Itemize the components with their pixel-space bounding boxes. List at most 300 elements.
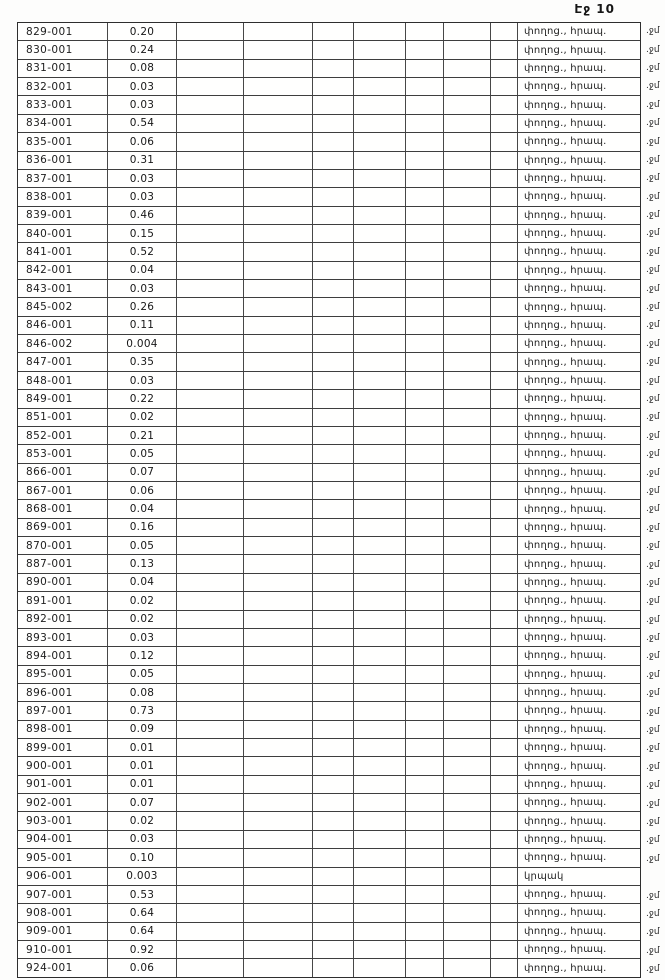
margin-fragment: .ջմ — [646, 412, 660, 423]
empty-cell-5 — [406, 152, 444, 169]
area-value-cell: 0.53 — [108, 886, 177, 903]
parcel-id-cell: 908-001 — [18, 904, 108, 921]
area-value-cell: 0.03 — [108, 188, 177, 205]
empty-cell-3 — [313, 280, 354, 297]
empty-cell-5 — [406, 353, 444, 370]
empty-cell-5 — [406, 262, 444, 279]
empty-cell-1 — [177, 941, 244, 958]
land-use-cell: փողոց., հրապ. — [524, 925, 607, 937]
empty-cell-5 — [406, 739, 444, 756]
empty-cell-4 — [354, 923, 406, 940]
empty-cell-3 — [313, 23, 354, 40]
area-value-cell: 0.01 — [108, 776, 177, 793]
land-use-cell: փողոց., հրապ. — [524, 760, 607, 772]
empty-cell-2 — [244, 170, 313, 187]
area-value-cell: 0.35 — [108, 353, 177, 370]
parcel-id-cell: 904-001 — [18, 831, 108, 848]
empty-cell-1 — [177, 225, 244, 242]
margin-fragment: .ջմ — [646, 228, 660, 239]
parcel-id-cell: 829-001 — [18, 23, 108, 40]
table-row — [18, 225, 640, 243]
margin-fragment: .ջմ — [646, 118, 660, 129]
empty-cell-7 — [491, 812, 518, 829]
empty-cell-6 — [444, 959, 491, 976]
empty-cell-6 — [444, 243, 491, 260]
area-value-cell: 0.003 — [108, 868, 177, 885]
empty-cell-5 — [406, 592, 444, 609]
table-row — [18, 317, 640, 335]
parcel-id-cell: 891-001 — [18, 592, 108, 609]
land-use-cell: փողոց., հրապ. — [524, 173, 607, 185]
empty-cell-6 — [444, 115, 491, 132]
empty-cell-1 — [177, 574, 244, 591]
land-use-cell: փողոց., հրապ. — [524, 246, 607, 258]
empty-cell-5 — [406, 464, 444, 481]
empty-cell-6 — [444, 317, 491, 334]
empty-cell-5 — [406, 776, 444, 793]
empty-cell-7 — [491, 684, 518, 701]
empty-cell-2 — [244, 831, 313, 848]
area-value-cell: 0.13 — [108, 555, 177, 572]
empty-cell-3 — [313, 482, 354, 499]
empty-cell-3 — [313, 537, 354, 554]
empty-cell-2 — [244, 647, 313, 664]
empty-cell-2 — [244, 666, 313, 683]
empty-cell-4 — [354, 23, 406, 40]
land-use-cell: փողոց., հրապ. — [524, 889, 607, 901]
empty-cell-5 — [406, 243, 444, 260]
empty-cell-7 — [491, 427, 518, 444]
empty-cell-6 — [444, 133, 491, 150]
margin-fragment: .ջմ — [646, 816, 660, 827]
parcel-id-cell: 867-001 — [18, 482, 108, 499]
parcel-id-cell: 846-001 — [18, 317, 108, 334]
empty-cell-2 — [244, 427, 313, 444]
empty-cell-2 — [244, 923, 313, 940]
table-row — [18, 886, 640, 904]
area-value-cell: 0.02 — [108, 592, 177, 609]
empty-cell-6 — [444, 225, 491, 242]
empty-cell-2 — [244, 335, 313, 352]
empty-cell-5 — [406, 133, 444, 150]
empty-cell-4 — [354, 721, 406, 738]
empty-cell-4 — [354, 188, 406, 205]
land-use-cell: փողոց., հրապ. — [524, 595, 607, 607]
margin-fragment: .ջմ — [646, 577, 660, 588]
empty-cell-2 — [244, 849, 313, 866]
land-use-cell: փողոց., հրապ. — [524, 944, 607, 956]
page-number: Էջ 10 — [574, 2, 615, 16]
table-row — [18, 170, 640, 188]
empty-cell-6 — [444, 831, 491, 848]
empty-cell-3 — [313, 41, 354, 58]
empty-cell-7 — [491, 500, 518, 517]
area-value-cell: 0.64 — [108, 904, 177, 921]
parcel-id-cell: 849-001 — [18, 390, 108, 407]
empty-cell-3 — [313, 831, 354, 848]
land-use-cell: փողոց., հրապ. — [524, 723, 607, 735]
empty-cell-2 — [244, 519, 313, 536]
empty-cell-7 — [491, 353, 518, 370]
area-value-cell: 0.05 — [108, 666, 177, 683]
parcel-id-cell: 832-001 — [18, 78, 108, 95]
empty-cell-6 — [444, 390, 491, 407]
parcel-id-cell: 853-001 — [18, 445, 108, 462]
empty-cell-5 — [406, 555, 444, 572]
empty-cell-7 — [491, 262, 518, 279]
empty-cell-1 — [177, 427, 244, 444]
empty-cell-4 — [354, 115, 406, 132]
empty-cell-1 — [177, 904, 244, 921]
empty-cell-5 — [406, 519, 444, 536]
empty-cell-2 — [244, 115, 313, 132]
empty-cell-6 — [444, 207, 491, 224]
table-row — [18, 60, 640, 78]
margin-fragment: .ջմ — [646, 210, 660, 221]
empty-cell-4 — [354, 152, 406, 169]
empty-cell-5 — [406, 812, 444, 829]
margin-fragment: .ջմ — [646, 394, 660, 404]
margin-fragment: .ջմ — [646, 26, 660, 37]
empty-cell-2 — [244, 207, 313, 224]
parcel-id-cell: 839-001 — [18, 207, 108, 224]
empty-cell-2 — [244, 684, 313, 701]
empty-cell-4 — [354, 592, 406, 609]
empty-cell-2 — [244, 776, 313, 793]
empty-cell-3 — [313, 868, 354, 885]
empty-cell-3 — [313, 904, 354, 921]
empty-cell-7 — [491, 739, 518, 756]
empty-cell-4 — [354, 886, 406, 903]
empty-cell-7 — [491, 409, 518, 426]
margin-fragment: .ջմ — [646, 780, 660, 791]
land-use-cell: փողոց., հրապ. — [524, 319, 607, 331]
empty-cell-2 — [244, 739, 313, 756]
empty-cell-7 — [491, 555, 518, 572]
empty-cell-5 — [406, 427, 444, 444]
empty-cell-7 — [491, 959, 518, 976]
empty-cell-4 — [354, 537, 406, 554]
empty-cell-2 — [244, 721, 313, 738]
margin-fragment: .ջմ — [646, 504, 660, 515]
empty-cell-1 — [177, 280, 244, 297]
margin-fragment: .ջմ — [646, 669, 660, 680]
parcel-id-cell: 907-001 — [18, 886, 108, 903]
margin-fragment: .ջմ — [646, 835, 660, 846]
empty-cell-3 — [313, 519, 354, 536]
land-use-cell: փողոց., հրապ. — [524, 962, 607, 974]
empty-cell-1 — [177, 702, 244, 719]
empty-cell-7 — [491, 335, 518, 352]
empty-cell-4 — [354, 41, 406, 58]
empty-cell-7 — [491, 207, 518, 224]
empty-cell-6 — [444, 78, 491, 95]
land-use-cell: փողոց., հրապ. — [524, 815, 607, 827]
empty-cell-6 — [444, 647, 491, 664]
table-row — [18, 152, 640, 170]
land-use-cell: փողոց., հրապ. — [524, 375, 607, 386]
area-value-cell: 0.01 — [108, 739, 177, 756]
empty-cell-1 — [177, 188, 244, 205]
margin-fragment: .ջմ — [646, 173, 660, 184]
empty-cell-6 — [444, 794, 491, 811]
empty-cell-1 — [177, 115, 244, 132]
empty-cell-1 — [177, 464, 244, 481]
empty-cell-1 — [177, 794, 244, 811]
empty-cell-1 — [177, 23, 244, 40]
empty-cell-2 — [244, 500, 313, 517]
land-use-cell: փողոց., հրապ. — [524, 191, 607, 203]
empty-cell-7 — [491, 78, 518, 95]
empty-cell-3 — [313, 702, 354, 719]
table-row — [18, 757, 640, 775]
empty-cell-3 — [313, 225, 354, 242]
area-value-cell: 0.31 — [108, 152, 177, 169]
area-value-cell: 0.02 — [108, 409, 177, 426]
empty-cell-4 — [354, 390, 406, 407]
empty-cell-5 — [406, 23, 444, 40]
land-use-cell: փողոց., հրապ. — [524, 540, 607, 552]
empty-cell-3 — [313, 574, 354, 591]
empty-cell-6 — [444, 684, 491, 701]
empty-cell-5 — [406, 207, 444, 224]
empty-cell-6 — [444, 353, 491, 370]
land-use-cell: փողոց., հրապ. — [524, 833, 607, 845]
area-value-cell: 0.52 — [108, 243, 177, 260]
margin-fragment: .ջմ — [646, 725, 660, 736]
empty-cell-4 — [354, 60, 406, 77]
parcel-id-cell: 869-001 — [18, 519, 108, 536]
empty-cell-3 — [313, 262, 354, 279]
table-row — [18, 207, 640, 225]
empty-cell-6 — [444, 739, 491, 756]
table-row — [18, 96, 640, 114]
table-row — [18, 849, 640, 867]
empty-cell-2 — [244, 96, 313, 113]
area-value-cell: 0.12 — [108, 647, 177, 664]
empty-cell-6 — [444, 868, 491, 885]
empty-cell-4 — [354, 243, 406, 260]
empty-cell-6 — [444, 574, 491, 591]
table-row — [18, 794, 640, 812]
table-row — [18, 188, 640, 206]
land-use-cell: փողոց., հրապ. — [524, 99, 607, 111]
empty-cell-5 — [406, 923, 444, 940]
empty-cell-1 — [177, 372, 244, 389]
land-use-cell: փողոց., հրապ. — [524, 356, 607, 368]
land-use-cell: փողոց., հրապ. — [524, 668, 607, 680]
table-row — [18, 445, 640, 463]
table-row — [18, 115, 640, 133]
area-value-cell: 0.03 — [108, 372, 177, 389]
area-value-cell: 0.22 — [108, 390, 177, 407]
empty-cell-3 — [313, 243, 354, 260]
empty-cell-1 — [177, 757, 244, 774]
empty-cell-5 — [406, 831, 444, 848]
table-row — [18, 78, 640, 96]
area-value-cell: 0.01 — [108, 757, 177, 774]
area-value-cell: 0.11 — [108, 317, 177, 334]
empty-cell-3 — [313, 170, 354, 187]
table-row — [18, 464, 640, 482]
empty-cell-5 — [406, 60, 444, 77]
empty-cell-6 — [444, 776, 491, 793]
empty-cell-1 — [177, 500, 244, 517]
margin-fragment: .ջմ — [646, 302, 660, 313]
margin-fragment: .ջմ — [646, 908, 660, 919]
empty-cell-6 — [444, 188, 491, 205]
table-row — [18, 684, 640, 702]
empty-cell-3 — [313, 60, 354, 77]
parcel-id-cell: 835-001 — [18, 133, 108, 150]
table-row — [18, 280, 640, 298]
table-row — [18, 427, 640, 445]
land-use-cell: փողոց., հրապ. — [524, 62, 607, 74]
empty-cell-2 — [244, 555, 313, 572]
area-value-cell: 0.54 — [108, 115, 177, 132]
empty-cell-1 — [177, 60, 244, 77]
empty-cell-6 — [444, 464, 491, 481]
parcel-id-cell: 848-001 — [18, 372, 108, 389]
empty-cell-4 — [354, 904, 406, 921]
area-value-cell: 0.08 — [108, 60, 177, 77]
empty-cell-5 — [406, 390, 444, 407]
table-row — [18, 702, 640, 720]
area-value-cell: 0.92 — [108, 941, 177, 958]
margin-fragment: .ջմ — [646, 265, 660, 276]
parcel-id-cell: 842-001 — [18, 262, 108, 279]
margin-fragment: .ջմ — [646, 633, 660, 644]
land-use-cell: փողոց., հրապ. — [524, 650, 607, 662]
empty-cell-1 — [177, 353, 244, 370]
empty-cell-5 — [406, 647, 444, 664]
area-value-cell: 0.004 — [108, 335, 177, 352]
empty-cell-1 — [177, 959, 244, 976]
empty-cell-4 — [354, 372, 406, 389]
empty-cell-4 — [354, 519, 406, 536]
empty-cell-3 — [313, 611, 354, 628]
empty-cell-7 — [491, 170, 518, 187]
empty-cell-4 — [354, 335, 406, 352]
empty-cell-6 — [444, 904, 491, 921]
empty-cell-7 — [491, 721, 518, 738]
margin-fragment: .ջմ — [646, 283, 660, 294]
land-use-cell: փողոց., հրապ. — [524, 613, 607, 625]
empty-cell-5 — [406, 280, 444, 297]
margin-fragment: .ջմ — [646, 246, 660, 257]
land-use-cell: փողոց., հրապ. — [524, 687, 607, 699]
empty-cell-7 — [491, 849, 518, 866]
right-margin-column — [646, 22, 665, 978]
land-use-cell: փողոց., հրապ. — [524, 301, 607, 313]
empty-cell-3 — [313, 96, 354, 113]
empty-cell-5 — [406, 959, 444, 976]
parcel-id-cell: 906-001 — [18, 868, 108, 885]
empty-cell-2 — [244, 794, 313, 811]
empty-cell-6 — [444, 666, 491, 683]
empty-cell-1 — [177, 831, 244, 848]
area-value-cell: 0.07 — [108, 464, 177, 481]
empty-cell-3 — [313, 794, 354, 811]
parcel-id-cell: 830-001 — [18, 41, 108, 58]
table-row — [18, 574, 640, 592]
empty-cell-6 — [444, 96, 491, 113]
empty-cell-4 — [354, 96, 406, 113]
empty-cell-7 — [491, 941, 518, 958]
margin-fragment: .ջմ — [646, 99, 660, 110]
empty-cell-4 — [354, 757, 406, 774]
empty-cell-2 — [244, 298, 313, 315]
land-use-cell: փողոց., հրապ. — [524, 632, 607, 644]
area-value-cell: 0.03 — [108, 629, 177, 646]
empty-cell-1 — [177, 170, 244, 187]
parcel-id-cell: 905-001 — [18, 849, 108, 866]
parcel-id-cell: 894-001 — [18, 647, 108, 664]
empty-cell-2 — [244, 78, 313, 95]
empty-cell-4 — [354, 225, 406, 242]
empty-cell-6 — [444, 519, 491, 536]
data-table — [17, 22, 641, 978]
empty-cell-7 — [491, 482, 518, 499]
empty-cell-2 — [244, 886, 313, 903]
empty-cell-5 — [406, 41, 444, 58]
parcel-id-cell: 836-001 — [18, 152, 108, 169]
table-row — [18, 353, 640, 371]
parcel-id-cell: 900-001 — [18, 757, 108, 774]
empty-cell-3 — [313, 812, 354, 829]
empty-cell-6 — [444, 262, 491, 279]
table-row — [18, 647, 640, 665]
area-value-cell: 0.06 — [108, 959, 177, 976]
table-row — [18, 262, 640, 280]
empty-cell-6 — [444, 537, 491, 554]
parcel-id-cell: 845-002 — [18, 298, 108, 315]
parcel-id-cell: 833-001 — [18, 96, 108, 113]
land-use-cell: փողոց., հրապ. — [524, 907, 607, 919]
area-value-cell: 0.05 — [108, 537, 177, 554]
table-row — [18, 592, 640, 610]
area-value-cell: 0.73 — [108, 702, 177, 719]
empty-cell-2 — [244, 60, 313, 77]
area-value-cell: 0.05 — [108, 445, 177, 462]
empty-cell-5 — [406, 574, 444, 591]
empty-cell-2 — [244, 868, 313, 885]
empty-cell-7 — [491, 757, 518, 774]
empty-cell-3 — [313, 959, 354, 976]
area-value-cell: 0.03 — [108, 96, 177, 113]
empty-cell-2 — [244, 372, 313, 389]
parcel-id-cell: 838-001 — [18, 188, 108, 205]
margin-fragment: .ջմ — [646, 338, 660, 349]
empty-cell-3 — [313, 500, 354, 517]
empty-cell-3 — [313, 115, 354, 132]
empty-cell-2 — [244, 941, 313, 958]
margin-fragment: .ջմ — [646, 136, 660, 147]
table-row — [18, 298, 640, 316]
table-row — [18, 500, 640, 518]
land-use-cell: փողոց., հրապ. — [524, 576, 607, 588]
table-row — [18, 482, 640, 500]
land-use-cell: փողոց., հրապ. — [524, 154, 607, 166]
empty-cell-4 — [354, 666, 406, 683]
empty-cell-1 — [177, 133, 244, 150]
empty-cell-5 — [406, 868, 444, 885]
parcel-id-cell: 899-001 — [18, 739, 108, 756]
empty-cell-4 — [354, 794, 406, 811]
area-value-cell: 0.10 — [108, 849, 177, 866]
table-row — [18, 629, 640, 647]
empty-cell-5 — [406, 684, 444, 701]
